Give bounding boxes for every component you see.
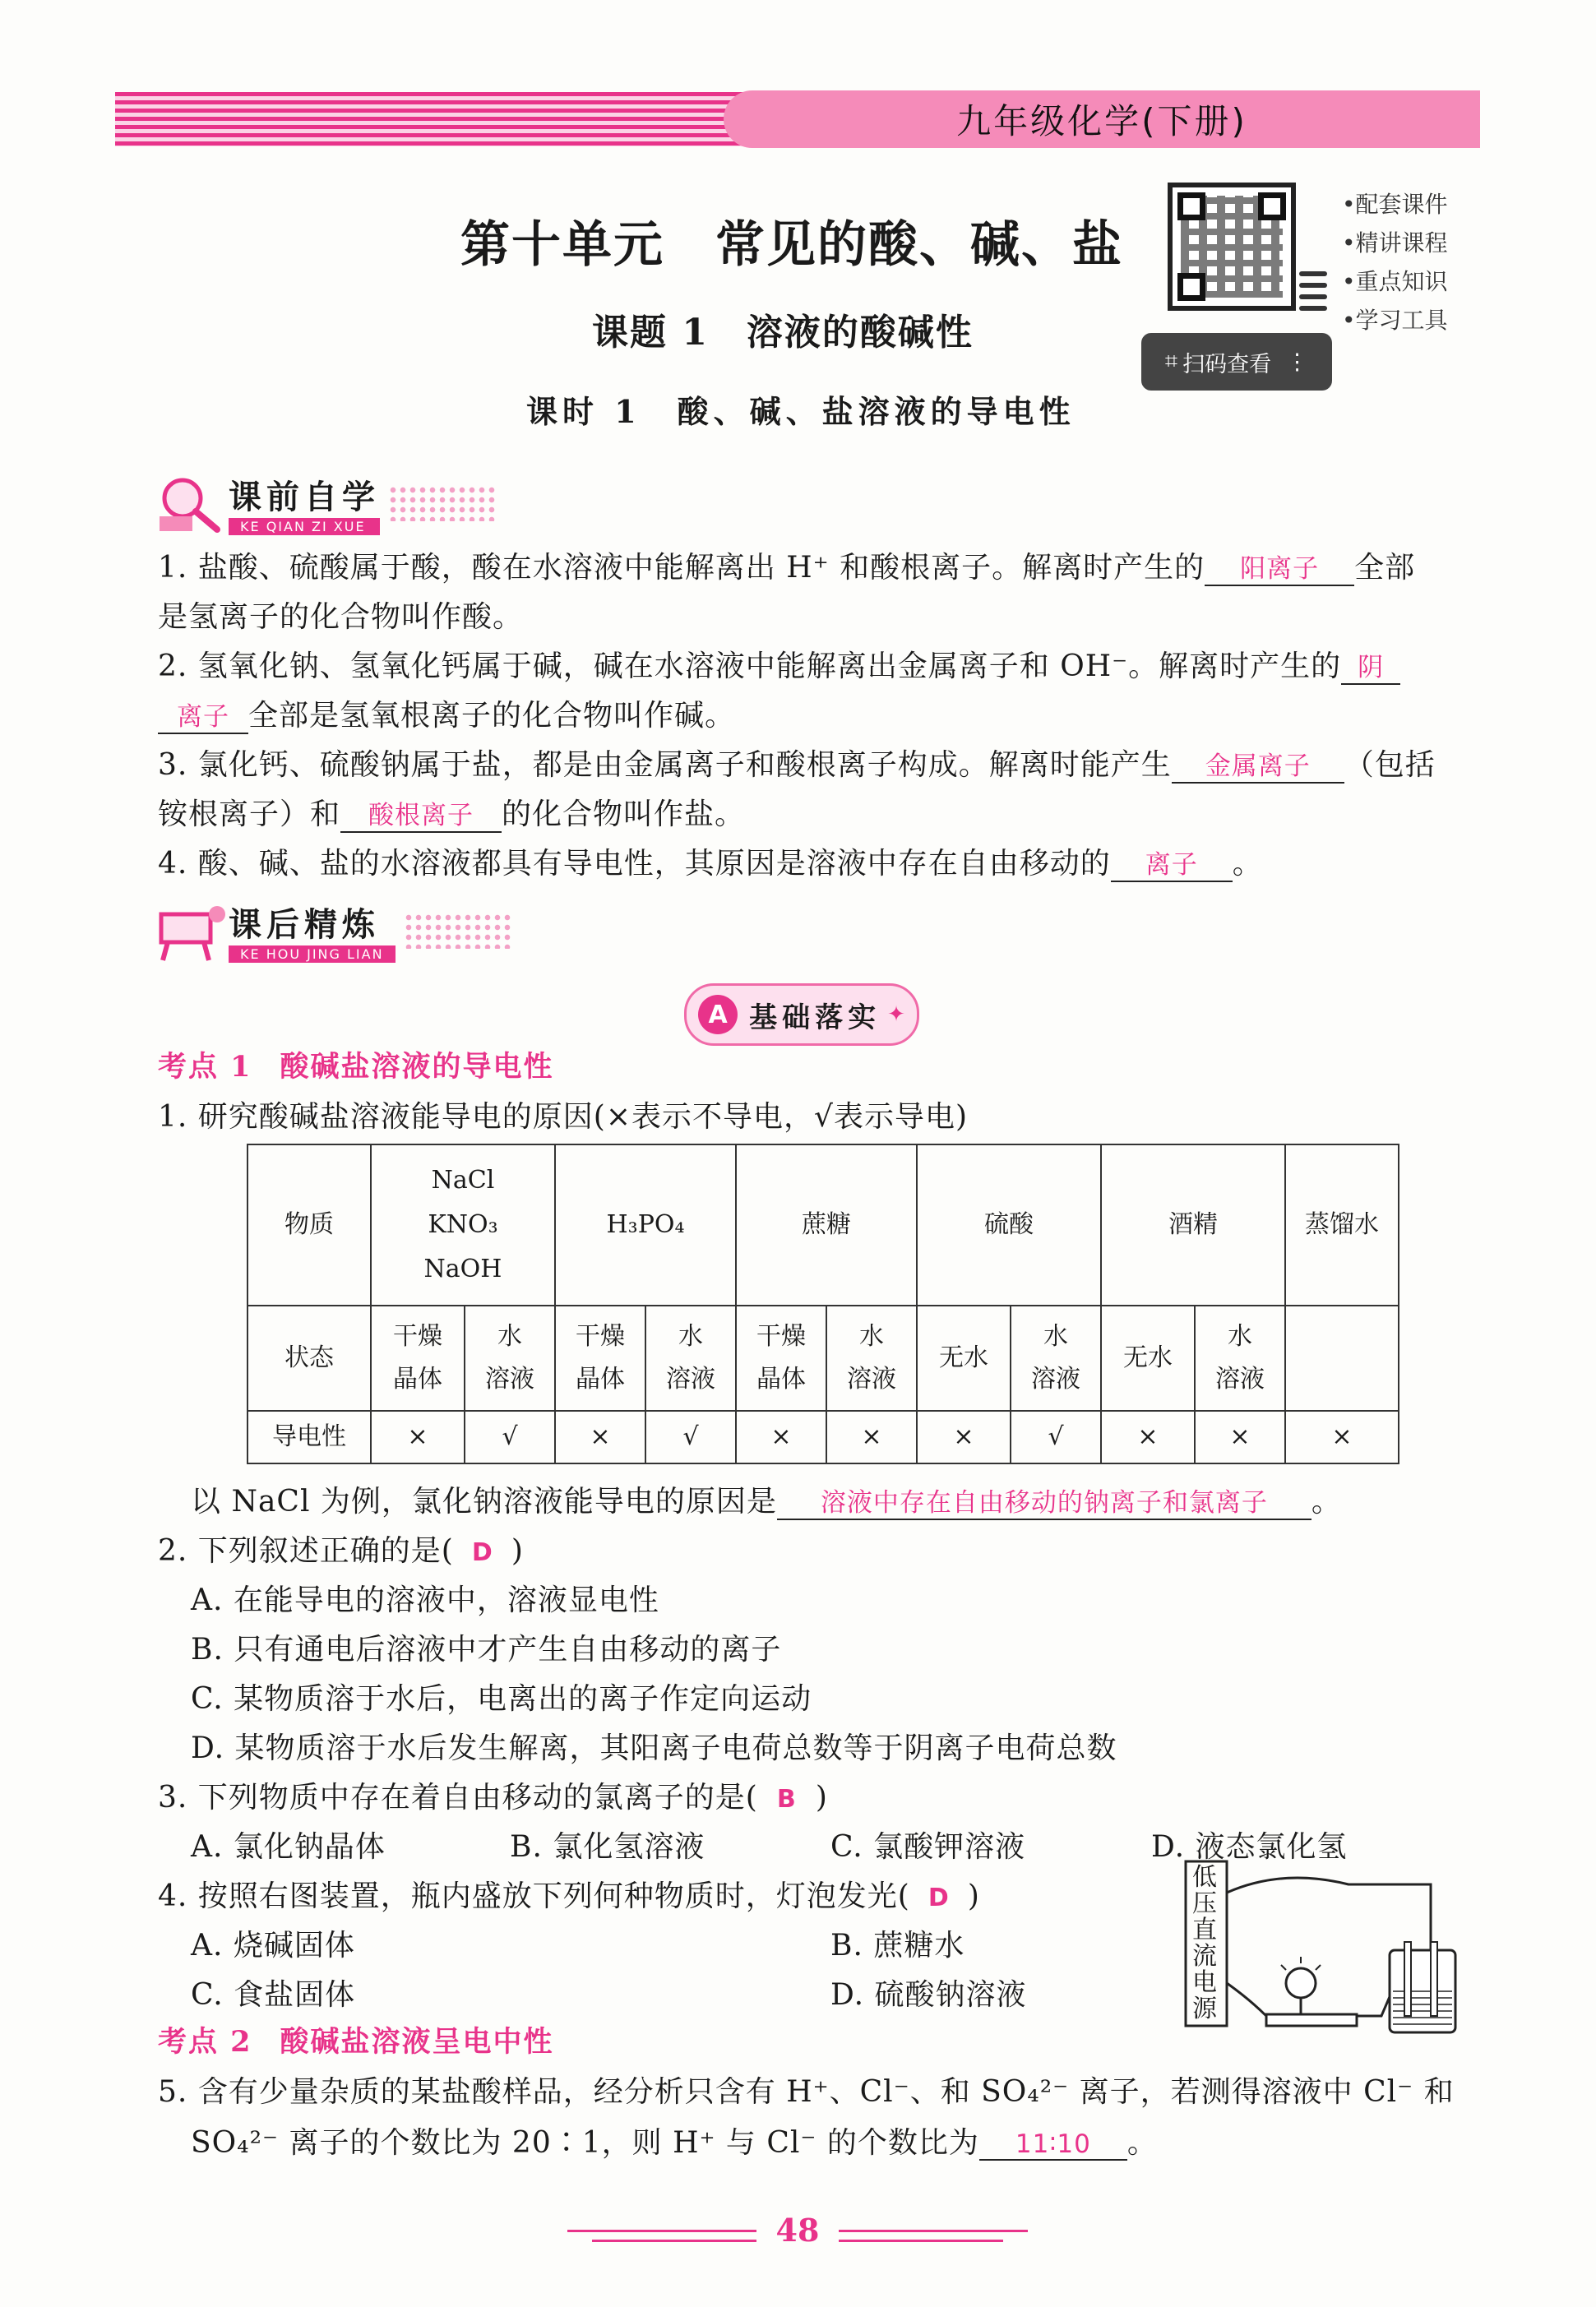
pre-q3 <box>158 742 1436 784</box>
footer-rule <box>839 2240 1003 2242</box>
footer-rule <box>839 2230 1028 2232</box>
header-group-item: KNO₃ <box>428 1210 498 1239</box>
state-cell: 无水 <box>917 1306 1011 1411</box>
q3-option-c: C. 氯酸钾溶液 <box>830 1830 1026 1864</box>
q3-option-d: D. 液态氯化氢 <box>1151 1830 1348 1864</box>
header-group-item: NaOH <box>423 1255 502 1283</box>
state-cell: 水 溶液 <box>826 1306 917 1411</box>
text: 的化合物叫作盐。 <box>502 798 746 831</box>
q2-option-a: A. 在能导电的溶液中，溶液显电性 <box>191 1583 659 1617</box>
text: ) <box>815 1781 828 1815</box>
text: SO₄²⁻ 离子的个数比为 20∶1，则 H⁺ 与 Cl⁻ 的个数比为 <box>191 2126 979 2160</box>
q2-stem <box>158 1528 524 1570</box>
q2-option-d: D. 某物质溶于水后发生解离，其阳离子电荷总数等于阴离子电荷总数 <box>191 1731 1117 1765</box>
power-supply-label: 低压直流电源 <box>1192 1863 1217 2023</box>
text: 2. 氢氧化钠、氢氧化钙属于碱，碱在水溶液中能解离出金属离子和 OH⁻。解离时产生的 <box>158 650 1342 683</box>
text: 1. 盐酸、硫酸属于酸，酸在水溶液中能解离出 H⁺ 和酸根离子。解离时产生的 <box>158 551 1205 585</box>
q1-stem: 1. 研究酸碱盐溶液能导电的原因(×表示不导电，√表示导电) <box>158 1100 968 1134</box>
circuit-diagram <box>1184 1860 1464 2041</box>
pre-q1 <box>158 544 1415 586</box>
conduct-cell: × <box>917 1411 1011 1463</box>
header-group-item: NaCl <box>431 1166 495 1195</box>
conduct-cell: √ <box>465 1411 555 1463</box>
header-conduct: 导电性 <box>247 1411 371 1463</box>
pre-q2 <box>158 643 1400 685</box>
header-group <box>371 1144 555 1306</box>
footer-rule <box>592 2240 756 2242</box>
header-col: 蔗糖 <box>736 1144 917 1306</box>
conduct-cell: √ <box>1011 1411 1101 1463</box>
badge-label: 基础落实 <box>749 1001 881 1034</box>
qr-item: •配套课件 <box>1342 191 1448 218</box>
book-title: 九年级化学(下册) <box>956 101 1247 141</box>
pre-q1-cont: 是氢离子的化合物叫作酸。 <box>158 600 524 634</box>
q5-line1: 5. 含有少量杂质的某盐酸样品，经分析只含有 H⁺、Cl⁻、和 SO₄²⁻ 离子，若测得溶液中 Cl⁻ 和 <box>158 2075 1455 2109</box>
header-state: 状态 <box>247 1306 371 1411</box>
pre-q2-cont <box>158 692 735 734</box>
key-point-number: 考点 2 <box>158 2025 252 2059</box>
scan-label: 扫码查看 <box>1182 351 1272 377</box>
header-col: H₃PO₄ <box>555 1144 736 1306</box>
section-title: 课前自学 <box>229 479 380 516</box>
text: （包括 <box>1344 748 1436 782</box>
scan-button[interactable] <box>1141 333 1332 391</box>
book-title-badge <box>724 90 1480 148</box>
footer-rule <box>567 2230 756 2232</box>
header-col: 蒸馏水 <box>1285 1144 1399 1306</box>
topic-title: 课题 1 溶液的酸碱性 <box>592 312 974 354</box>
q3-stem <box>158 1774 828 1816</box>
q4-option-a: A. 烧碱固体 <box>191 1929 355 1963</box>
header-substance: 物质 <box>247 1144 371 1306</box>
q1-follow <box>191 1478 1342 1520</box>
q3-option-b: B. 氯化氢溶液 <box>510 1830 705 1864</box>
q3-option-a: A. 氯化钠晶体 <box>191 1830 386 1864</box>
scan-icon: ⌗ <box>1164 349 1178 374</box>
key-point-label: 酸碱盐溶液的导电性 <box>280 1050 554 1084</box>
conductivity-table <box>247 1144 1399 1464</box>
section-subtitle: KE QIAN ZI XUE <box>229 518 380 535</box>
answer-blank: 11∶10 <box>979 2129 1127 2161</box>
lesson-title: 课时 1 酸、碱、盐溶液的导电性 <box>526 393 1076 430</box>
more-icon: ⋮ <box>1286 349 1309 375</box>
state-cell: 水 溶液 <box>465 1306 555 1411</box>
conduct-cell: √ <box>645 1411 736 1463</box>
text: 以 NaCl 为例，氯化钠溶液能导电的原因是 <box>191 1485 777 1519</box>
answer: D <box>928 1884 950 1912</box>
q4-option-b: B. 蔗糖水 <box>830 1929 965 1963</box>
text: 3. 下列物质中存在着自由移动的氯离子的是( <box>158 1781 758 1815</box>
state-cell <box>1285 1306 1399 1411</box>
conduct-cell: × <box>555 1411 645 1463</box>
answer-blank: 阴 <box>1341 646 1400 685</box>
answer: B <box>776 1785 797 1814</box>
conduct-cell: × <box>826 1411 917 1463</box>
magnifier-icon <box>153 470 229 536</box>
conduct-cell: × <box>371 1411 465 1463</box>
section-subtitle: KE HOU JING LIAN <box>229 945 396 963</box>
section-post-class <box>153 898 511 964</box>
text: 2. 下列叙述正确的是( <box>158 1534 454 1568</box>
answer-blank: 溶液中存在自由移动的钠离子和氯离子 <box>777 1482 1311 1520</box>
answer-blank: 金属离子 <box>1172 745 1344 784</box>
state-cell: 水 溶液 <box>1011 1306 1101 1411</box>
section-pre-class <box>153 470 495 536</box>
text: ) <box>967 1879 980 1913</box>
qr-feature-list <box>1342 185 1448 340</box>
answer-blank: 酸根离子 <box>340 794 502 833</box>
state-cell: 水 溶液 <box>1195 1306 1285 1411</box>
qr-code[interactable] <box>1168 183 1296 311</box>
header-col: 酒精 <box>1101 1144 1285 1306</box>
q4-option-d: D. 硫酸钠溶液 <box>830 1978 1027 2012</box>
section-title: 课后精炼 <box>229 906 380 944</box>
state-cell: 无水 <box>1101 1306 1195 1411</box>
conduct-cell: × <box>1195 1411 1285 1463</box>
basic-badge <box>684 983 919 1046</box>
text: 4. 按照右图装置，瓶内盛放下列何种物质时，灯泡发光( <box>158 1879 910 1913</box>
q4-option-c: C. 食盐固体 <box>191 1978 356 2012</box>
q5-line2 <box>191 2120 1158 2161</box>
key-point-2 <box>158 2019 554 2060</box>
conduct-cell: × <box>1101 1411 1195 1463</box>
qr-item: •学习工具 <box>1342 307 1448 334</box>
text: ) <box>511 1534 524 1568</box>
answer-blank: 离子 <box>1111 844 1233 882</box>
key-point-1 <box>158 1044 554 1085</box>
state-cell: 干燥 晶体 <box>736 1306 826 1411</box>
q2-option-b: B. 只有通电后溶液中才产生自由移动的离子 <box>191 1633 782 1667</box>
menu-lines-icon <box>1299 271 1327 317</box>
state-cell: 水 溶液 <box>645 1306 736 1411</box>
text: 。 <box>1126 2126 1158 2160</box>
q4-stem <box>158 1873 980 1915</box>
conduct-cell: × <box>736 1411 826 1463</box>
unit-title: 第十单元 常见的酸、碱、盐 <box>460 216 1123 274</box>
star-icon: ✦ <box>887 1002 905 1027</box>
text: 全部是氢氧根离子的化合物叫作碱。 <box>248 699 736 733</box>
answer-blank: 离子 <box>158 696 248 734</box>
text: 4. 酸、碱、盐的水溶液都具有导电性，其原因是溶液中存在自由移动的 <box>158 847 1111 881</box>
qr-item: •重点知识 <box>1342 268 1448 295</box>
decor-dots <box>404 913 511 949</box>
state-cell: 干燥 晶体 <box>555 1306 645 1411</box>
text: 。 <box>1311 1485 1342 1519</box>
answer-blank: 阳离子 <box>1205 548 1354 586</box>
text: 3. 氯化钙、硫酸钠属于盐，都是由金属离子和酸根离子构成。解离时能产生 <box>158 748 1172 782</box>
pre-q4 <box>158 840 1263 882</box>
header-col: 硫酸 <box>917 1144 1101 1306</box>
key-point-number: 考点 1 <box>158 1050 252 1084</box>
text: 。 <box>1232 847 1263 881</box>
desk-icon <box>153 898 229 964</box>
page-number: 48 <box>775 2212 820 2249</box>
answer: D <box>471 1538 493 1567</box>
badge-letter: A <box>698 995 738 1034</box>
conduct-cell: × <box>1285 1411 1399 1463</box>
text: 全部 <box>1354 551 1416 585</box>
qr-item: •精讲课程 <box>1342 229 1448 257</box>
decor-dots <box>388 485 495 521</box>
pre-q3-cont <box>158 791 745 833</box>
text: 铵根离子）和 <box>158 798 341 831</box>
state-cell: 干燥 晶体 <box>371 1306 465 1411</box>
key-point-label: 酸碱盐溶液呈电中性 <box>280 2025 554 2059</box>
q2-option-c: C. 某物质溶于水后，电离出的离子作定向运动 <box>191 1682 812 1716</box>
